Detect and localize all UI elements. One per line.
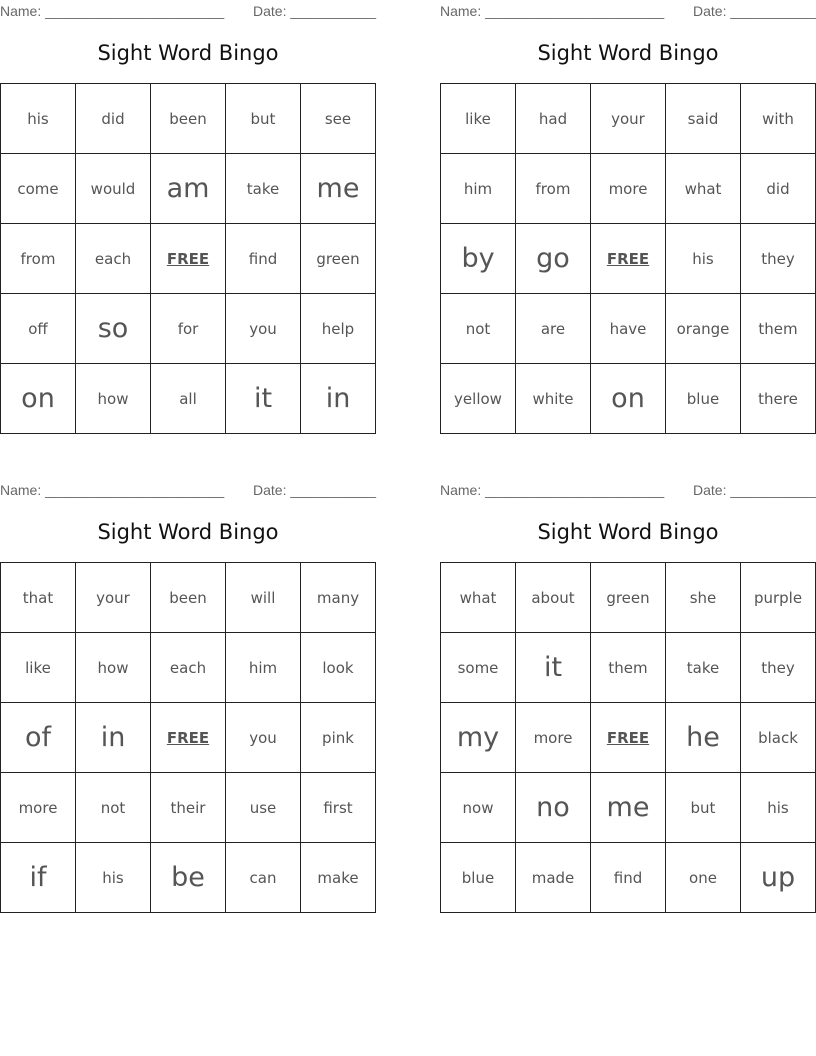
word-cell: did	[76, 84, 151, 154]
bingo-grid	[440, 83, 816, 434]
word-cell: your	[591, 84, 666, 154]
word-cell: him	[226, 633, 301, 703]
grid-row	[1, 224, 376, 294]
date-field-label: Date: ___________	[693, 482, 816, 498]
grid-row	[441, 563, 816, 633]
card-header	[0, 0, 376, 22]
word-cell: black	[741, 703, 816, 773]
word-cell: each	[151, 633, 226, 703]
word-cell: on	[1, 364, 76, 434]
bingo-card-1	[0, 0, 376, 414]
word-cell: so	[76, 294, 151, 364]
word-cell: first	[301, 773, 376, 843]
bingo-grid	[440, 562, 816, 913]
grid-row	[1, 843, 376, 913]
word-cell: off	[1, 294, 76, 364]
word-cell: no	[516, 773, 591, 843]
word-cell: him	[441, 154, 516, 224]
word-cell: in	[76, 703, 151, 773]
word-cell: your	[76, 563, 151, 633]
word-cell: his	[76, 843, 151, 913]
word-cell: there	[741, 364, 816, 434]
word-cell: yellow	[441, 364, 516, 434]
grid-row	[441, 224, 816, 294]
word-cell: one	[666, 843, 741, 913]
word-cell: up	[741, 843, 816, 913]
word-cell: that	[1, 563, 76, 633]
word-cell: have	[591, 294, 666, 364]
date-field-label: Date: ___________	[253, 3, 376, 19]
word-cell: from	[516, 154, 591, 224]
word-cell: now	[441, 773, 516, 843]
word-cell: not	[76, 773, 151, 843]
word-cell: not	[441, 294, 516, 364]
card-title: Sight Word Bingo	[97, 41, 279, 65]
word-cell: been	[151, 84, 226, 154]
word-cell: each	[76, 224, 151, 294]
bingo-grid	[0, 562, 376, 913]
word-cell: said	[666, 84, 741, 154]
word-cell: all	[151, 364, 226, 434]
grid-row	[1, 703, 376, 773]
word-cell: had	[516, 84, 591, 154]
word-cell: she	[666, 563, 741, 633]
word-cell: of	[1, 703, 76, 773]
word-cell: white	[516, 364, 591, 434]
word-cell: are	[516, 294, 591, 364]
word-cell: about	[516, 563, 591, 633]
word-cell: them	[591, 633, 666, 703]
card-header	[0, 479, 376, 501]
word-cell: find	[591, 843, 666, 913]
word-cell: use	[226, 773, 301, 843]
grid-row	[441, 633, 816, 703]
name-field-label: Name: _______________________	[0, 482, 225, 498]
word-cell: made	[516, 843, 591, 913]
bingo-card-3	[0, 479, 376, 893]
word-cell: pink	[301, 703, 376, 773]
word-cell: for	[151, 294, 226, 364]
word-cell: me	[301, 154, 376, 224]
word-cell: be	[151, 843, 226, 913]
word-cell: green	[591, 563, 666, 633]
grid-row	[441, 364, 816, 434]
name-field-label: Name: _______________________	[440, 3, 665, 19]
word-cell: his	[1, 84, 76, 154]
word-cell: more	[1, 773, 76, 843]
word-cell: like	[1, 633, 76, 703]
word-cell: his	[666, 224, 741, 294]
card-title: Sight Word Bingo	[97, 520, 279, 544]
word-cell: will	[226, 563, 301, 633]
bingo-card-2	[440, 0, 816, 414]
date-field-label: Date: ___________	[693, 3, 816, 19]
word-cell: more	[516, 703, 591, 773]
free-space-cell: FREE	[591, 224, 666, 294]
grid-row	[441, 843, 816, 913]
word-cell: can	[226, 843, 301, 913]
word-cell: blue	[441, 843, 516, 913]
grid-row	[1, 154, 376, 224]
word-cell: my	[441, 703, 516, 773]
word-cell: they	[741, 633, 816, 703]
grid-row	[441, 773, 816, 843]
word-cell: he	[666, 703, 741, 773]
grid-row	[1, 773, 376, 843]
word-cell: go	[516, 224, 591, 294]
word-cell: what	[441, 563, 516, 633]
grid-row	[441, 154, 816, 224]
word-cell: see	[301, 84, 376, 154]
word-cell: you	[226, 703, 301, 773]
grid-row	[1, 364, 376, 434]
word-cell: but	[666, 773, 741, 843]
word-cell: it	[226, 364, 301, 434]
word-cell: their	[151, 773, 226, 843]
grid-row	[441, 703, 816, 773]
grid-row	[1, 633, 376, 703]
date-field-label: Date: ___________	[253, 482, 376, 498]
word-cell: purple	[741, 563, 816, 633]
word-cell: if	[1, 843, 76, 913]
word-cell: his	[741, 773, 816, 843]
word-cell: more	[591, 154, 666, 224]
bingo-grid	[0, 83, 376, 434]
bingo-card-4	[440, 479, 816, 893]
word-cell: it	[516, 633, 591, 703]
word-cell: find	[226, 224, 301, 294]
word-cell: you	[226, 294, 301, 364]
word-cell: in	[301, 364, 376, 434]
word-cell: look	[301, 633, 376, 703]
word-cell: did	[741, 154, 816, 224]
word-cell: green	[301, 224, 376, 294]
word-cell: what	[666, 154, 741, 224]
name-field-label: Name: _______________________	[0, 3, 225, 19]
grid-row	[441, 84, 816, 154]
word-cell: some	[441, 633, 516, 703]
grid-row	[441, 294, 816, 364]
grid-row	[1, 84, 376, 154]
word-cell: would	[76, 154, 151, 224]
word-cell: but	[226, 84, 301, 154]
word-cell: like	[441, 84, 516, 154]
grid-row	[1, 563, 376, 633]
name-field-label: Name: _______________________	[440, 482, 665, 498]
word-cell: come	[1, 154, 76, 224]
word-cell: them	[741, 294, 816, 364]
grid-row	[1, 294, 376, 364]
card-header	[440, 0, 816, 22]
word-cell: me	[591, 773, 666, 843]
word-cell: help	[301, 294, 376, 364]
free-space-cell: FREE	[591, 703, 666, 773]
free-space-cell: FREE	[151, 703, 226, 773]
card-header	[440, 479, 816, 501]
word-cell: many	[301, 563, 376, 633]
word-cell: by	[441, 224, 516, 294]
word-cell: take	[226, 154, 301, 224]
card-title: Sight Word Bingo	[537, 520, 719, 544]
word-cell: take	[666, 633, 741, 703]
word-cell: blue	[666, 364, 741, 434]
word-cell: how	[76, 364, 151, 434]
word-cell: how	[76, 633, 151, 703]
word-cell: they	[741, 224, 816, 294]
word-cell: from	[1, 224, 76, 294]
word-cell: with	[741, 84, 816, 154]
free-space-cell: FREE	[151, 224, 226, 294]
word-cell: am	[151, 154, 226, 224]
word-cell: make	[301, 843, 376, 913]
card-title: Sight Word Bingo	[537, 41, 719, 65]
word-cell: on	[591, 364, 666, 434]
word-cell: been	[151, 563, 226, 633]
word-cell: orange	[666, 294, 741, 364]
